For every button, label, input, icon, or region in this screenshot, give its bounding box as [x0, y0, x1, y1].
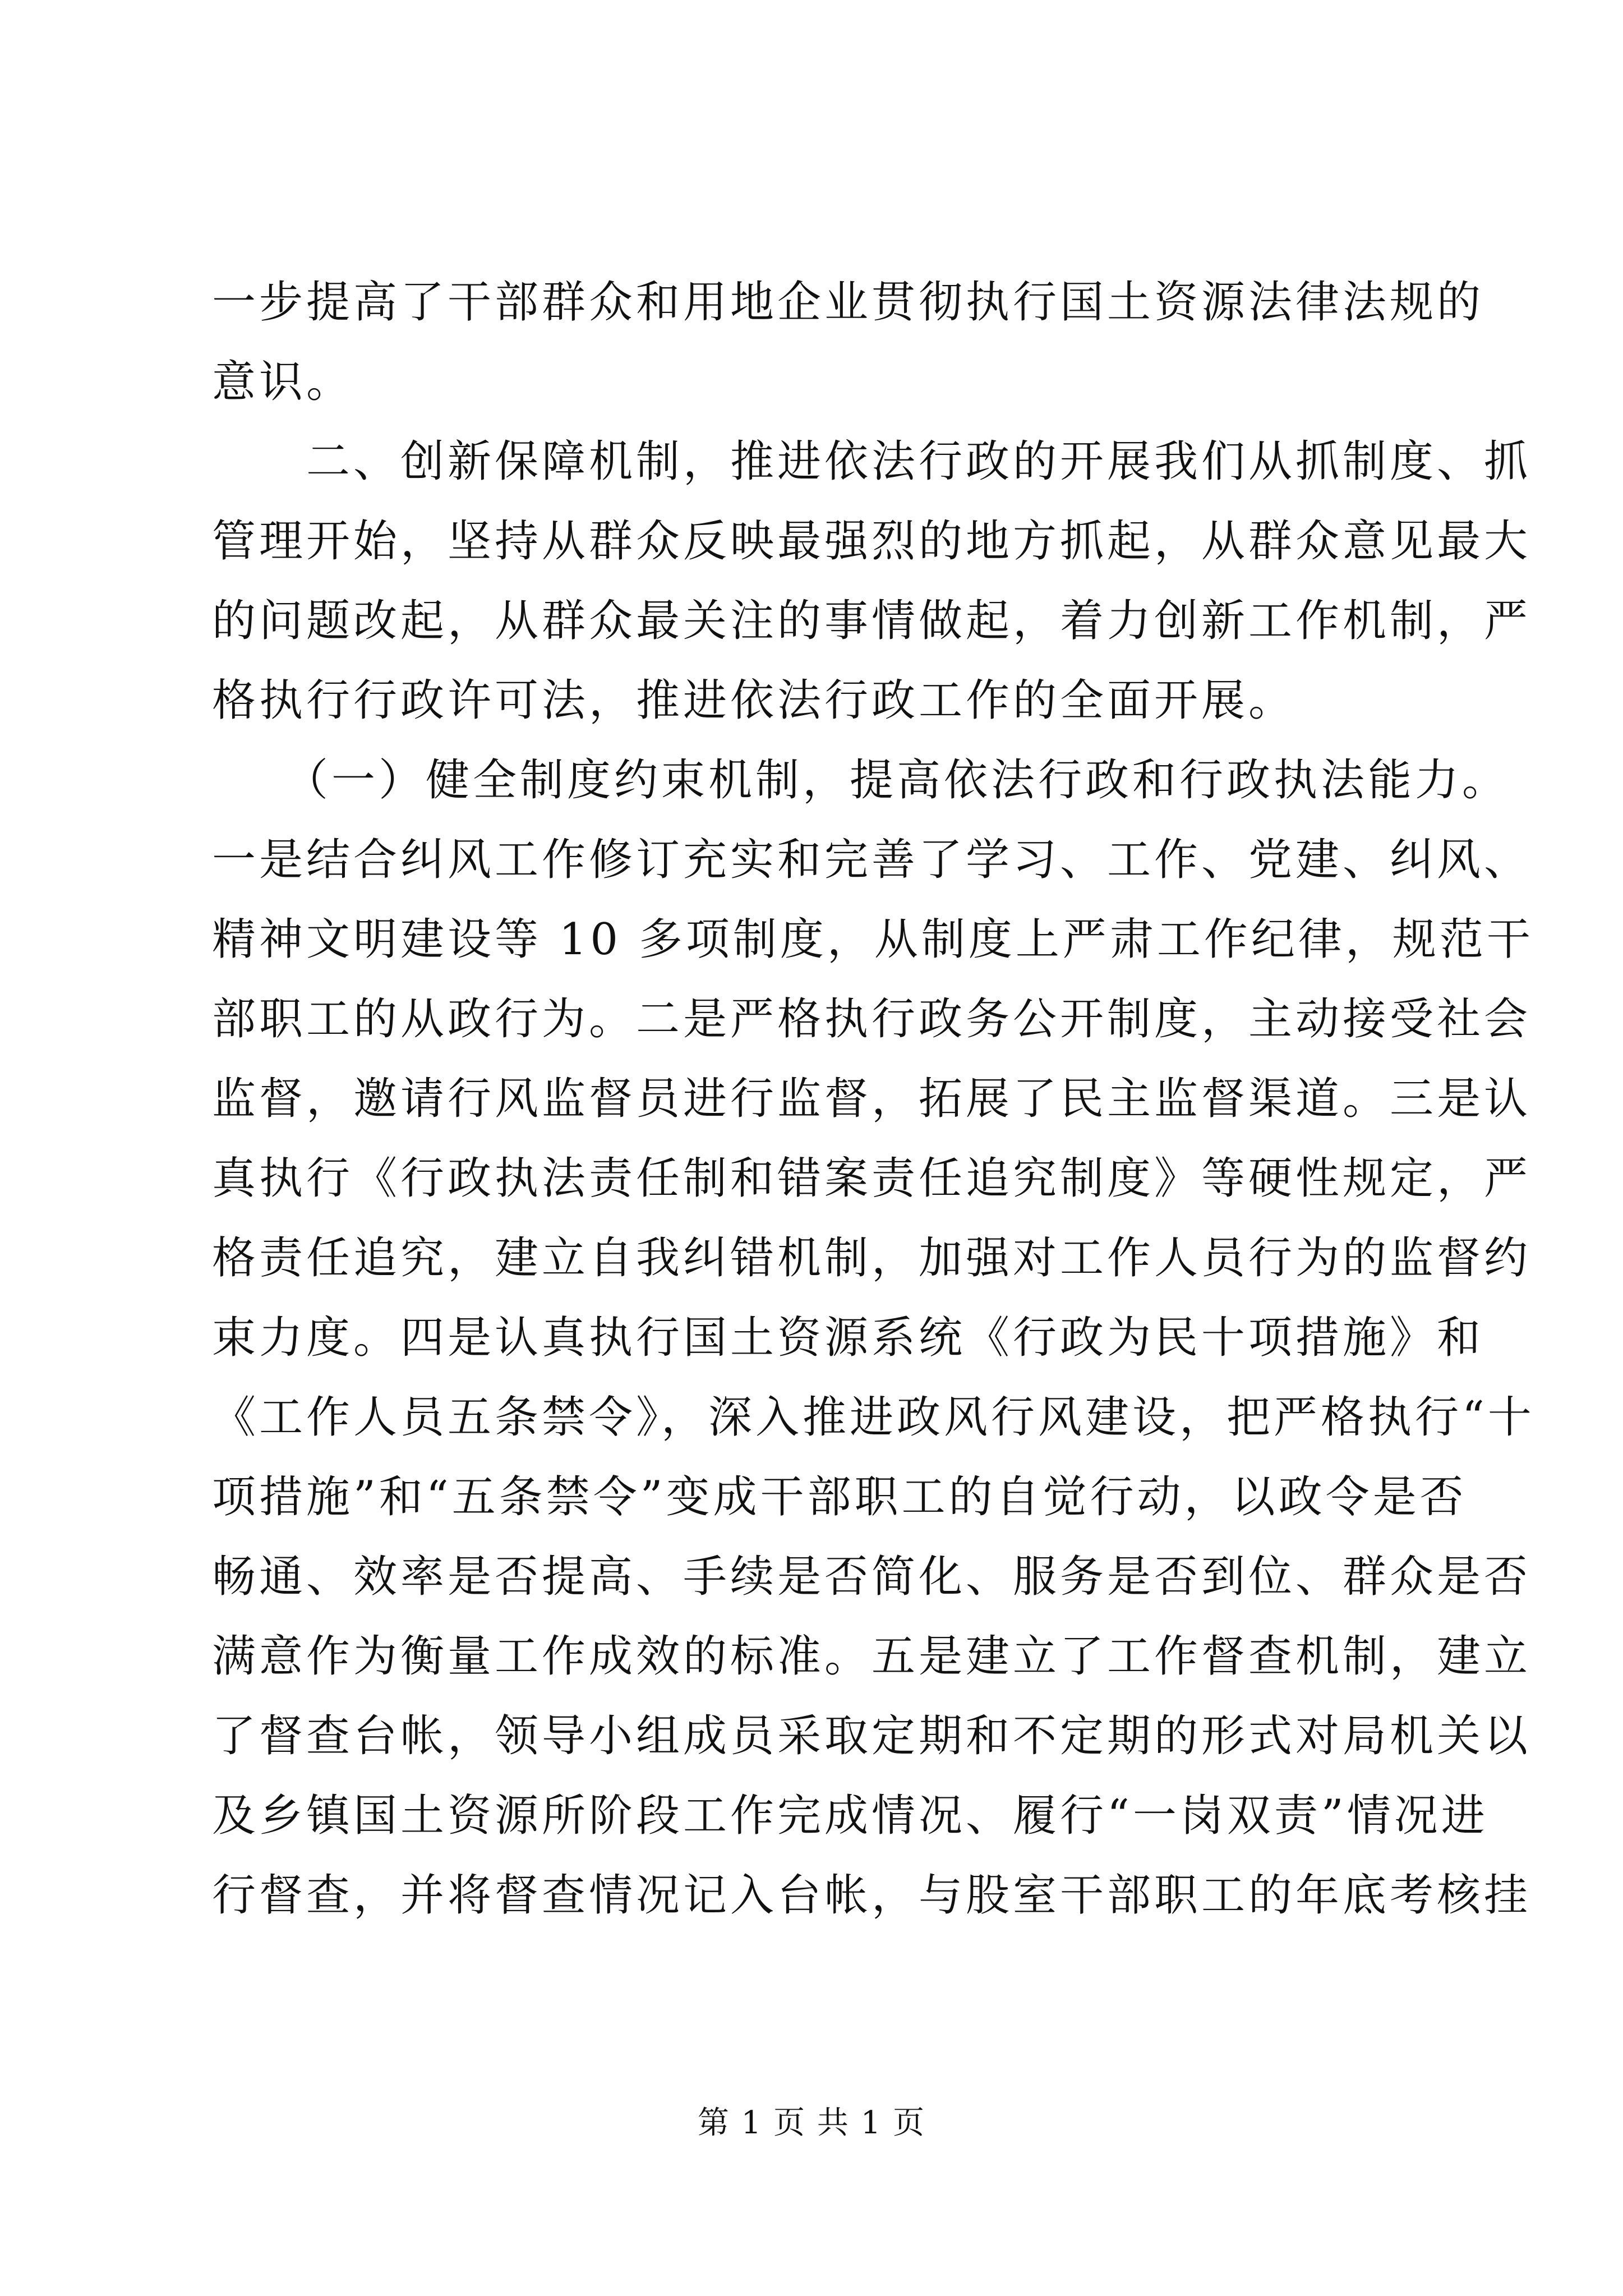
- text-line: 的问题改起，从群众最关注的事情做起，着力创新工作机制，严: [212, 596, 1532, 646]
- text-line: 监督，邀请行风监督员进行监督，拓展了民主监督渠道。三是认: [212, 1074, 1532, 1124]
- text-line: 部职工的从政行为。二是严格执行政务公开制度，主动接受社会: [212, 994, 1532, 1045]
- text-line: 束力度。四是认真执行国土资源系统《行政为民十项措施》和: [212, 1313, 1484, 1363]
- text-line: 满意作为衡量工作成效的标准。五是建立了工作督查机制，建立: [212, 1631, 1532, 1682]
- text-line: 了督查台帐，领导小组成员采取定期和不定期的形式对局机关以: [212, 1711, 1532, 1761]
- text-line: 精神文明建设等 10 多项制度，从制度上严肃工作纪律，规范干: [212, 914, 1534, 965]
- text-line: 格责任追究，建立自我纠错机制，加强对工作人员行为的监督约: [212, 1233, 1532, 1283]
- text-line: 及乡镇国土资源所阶段工作完成情况、履行“一岗双责”情况进: [212, 1791, 1488, 1841]
- text-line: 二、创新保障机制，推进依法行政的开展我们从抓制度、抓: [212, 436, 1532, 487]
- text-line: 《工作人员五条禁令》，深入推进政风行风建设，把严格执行“十: [212, 1392, 1535, 1443]
- text-line: （一）健全制度约束机制，提高依法行政和行政执法能力。: [212, 755, 1510, 806]
- document-body: [212, 263, 1535, 1935]
- text-line: 一是结合纠风工作修订充实和完善了学习、工作、党建、纠风、: [212, 835, 1532, 885]
- text-line: 畅通、效率是否提高、手续是否简化、服务是否到位、群众是否: [212, 1552, 1532, 1602]
- page-footer: 第 1 页 共 1 页: [697, 2105, 926, 2141]
- text-line: 一步提高了干部群众和用地企业贯彻执行国土资源法律法规的: [212, 277, 1484, 328]
- text-line: 项措施”和“五条禁令”变成干部职工的自觉行动，以政令是否: [212, 1472, 1467, 1522]
- text-line: 管理开始，坚持从群众反映最强烈的地方抓起，从群众意见最大: [212, 516, 1532, 567]
- text-line: 格执行行政许可法，推进依法行政工作的全面开展。: [212, 675, 1296, 726]
- text-line: 行督查，并将督查情况记入台帐，与股室干部职工的年底考核挂: [212, 1870, 1532, 1921]
- text-line: 意识。: [212, 357, 354, 407]
- text-line: 真执行《行政执法责任制和错案责任追究制度》等硬性规定，严: [212, 1153, 1532, 1204]
